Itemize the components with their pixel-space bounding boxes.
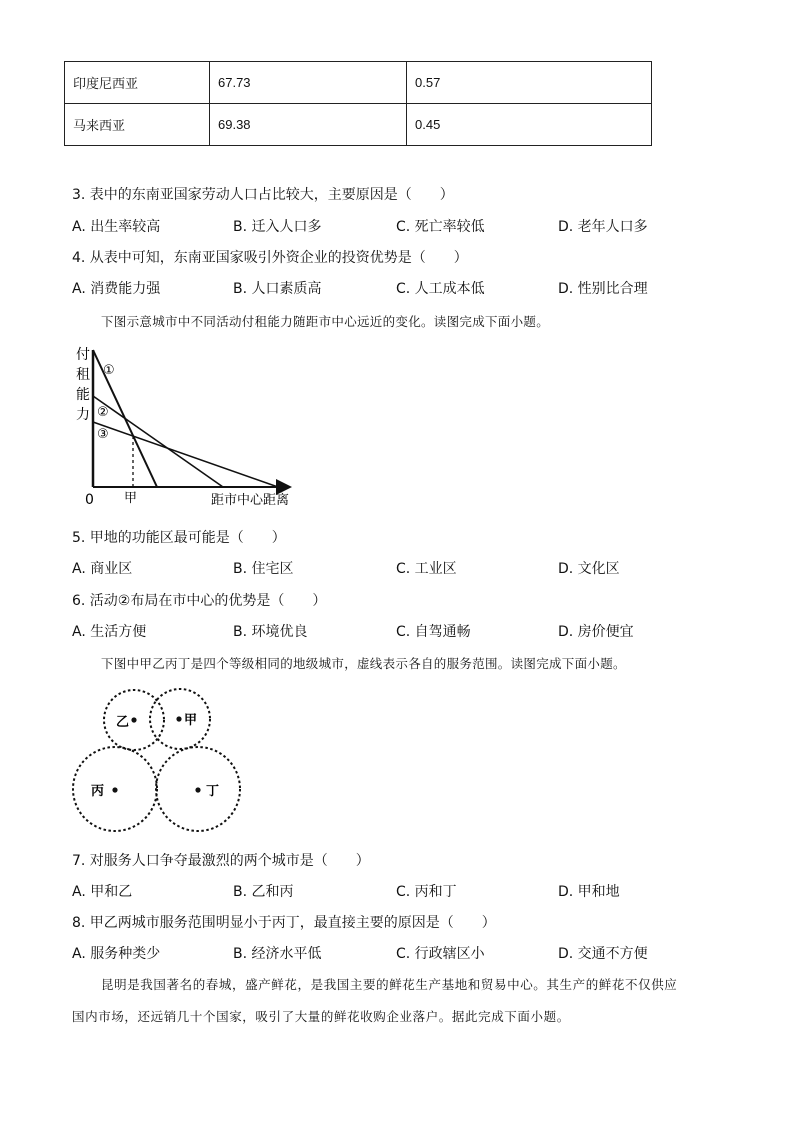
q7-option-b[interactable]: B. 乙和丙 — [233, 884, 294, 900]
line-label-2: ② — [97, 405, 109, 420]
table-cell-value2: 0.57 — [407, 62, 652, 104]
q7-option-a[interactable]: A. 甲和乙 — [72, 884, 133, 900]
question-7-stem: 7. 对服务人口争夺最激烈的两个城市是（ ） — [72, 853, 370, 869]
kunming-paragraph-line1: 昆明是我国著名的春城，盛产鲜花，是我国主要的鲜花生产基地和贸易中心。其生产的鲜花不仅供应 — [101, 977, 678, 992]
city-label-bing: 丙 — [91, 784, 105, 799]
question-8-stem: 8. 甲乙两城市服务范围明显小于丙丁，最直接主要的原因是（ ） — [72, 915, 496, 931]
figure1-intro: 下图示意城市中不同活动付租能力随距市中心远近的变化。读图完成下面小题。 — [101, 314, 550, 329]
x-axis-label: 距市中心距离 — [211, 493, 290, 508]
question-6-stem: 6. 活动②布局在市中心的优势是（ ） — [72, 593, 327, 609]
data-table — [64, 61, 652, 146]
q8-option-a[interactable]: A. 服务种类少 — [72, 946, 161, 962]
q5-option-b[interactable]: B. 住宅区 — [233, 561, 294, 577]
q8-option-b[interactable]: B. 经济水平低 — [233, 946, 322, 962]
q5-option-c[interactable]: C. 工业区 — [396, 561, 457, 577]
city-point-jia — [176, 716, 181, 721]
city-label-yi: 乙 — [116, 715, 130, 730]
y-axis-label-char: 付 — [76, 347, 90, 363]
q5-option-d[interactable]: D. 文化区 — [558, 561, 620, 577]
line-activity-3 — [93, 422, 278, 487]
q6-option-b[interactable]: B. 环境优良 — [233, 624, 308, 640]
q4-option-d[interactable]: D. 性别比合理 — [558, 281, 648, 297]
q3-option-b[interactable]: B. 迁入人口多 — [233, 219, 322, 235]
y-axis-label-char: 能 — [76, 387, 90, 403]
jia-label: 甲 — [124, 491, 138, 506]
q7-option-c[interactable]: C. 丙和丁 — [396, 884, 457, 900]
rent-ability-diagram — [70, 338, 310, 510]
city-point-yi — [131, 717, 136, 722]
y-axis-label-char: 租 — [76, 367, 90, 383]
q8-option-d[interactable]: D. 交通不方便 — [558, 946, 648, 962]
q6-option-a[interactable]: A. 生活方便 — [72, 624, 147, 640]
q4-option-b[interactable]: B. 人口素质高 — [233, 281, 322, 297]
kunming-paragraph-line2: 国内市场，还远销几十个国家，吸引了大量的鲜花收购企业落户。据此完成下面小题。 — [72, 1009, 570, 1024]
city-label-jia: 甲 — [184, 713, 198, 728]
q8-option-c[interactable]: C. 行政辖区小 — [396, 946, 485, 962]
q3-option-c[interactable]: C. 死亡率较低 — [396, 219, 485, 235]
table-cell-country: 印度尼西亚 — [65, 62, 210, 104]
table-row — [65, 62, 652, 104]
q6-option-d[interactable]: D. 房价便宜 — [558, 624, 634, 640]
table-cell-country: 马来西亚 — [65, 104, 210, 146]
line-label-1: ① — [103, 363, 115, 378]
q5-option-a[interactable]: A. 商业区 — [72, 561, 133, 577]
city-point-ding — [195, 787, 200, 792]
table-cell-value1: 67.73 — [210, 62, 407, 104]
q3-option-a[interactable]: A. 出生率较高 — [72, 219, 161, 235]
table-cell-value1: 69.38 — [210, 104, 407, 146]
line-label-3: ③ — [97, 427, 109, 442]
q7-option-d[interactable]: D. 甲和地 — [558, 884, 620, 900]
question-4-stem: 4. 从表中可知，东南亚国家吸引外资企业的投资优势是（ ） — [72, 250, 468, 266]
question-5-stem: 5. 甲地的功能区最可能是（ ） — [72, 530, 286, 546]
y-axis-label-char: 力 — [76, 407, 90, 423]
q4-option-c[interactable]: C. 人工成本低 — [396, 281, 485, 297]
q6-option-c[interactable]: C. 自驾通畅 — [396, 624, 471, 640]
table-row — [65, 104, 652, 146]
service-range-diagram — [66, 684, 250, 836]
figure2-intro: 下图中甲乙丙丁是四个等级相同的地级城市，虚线表示各自的服务范围。读图完成下面小题。 — [101, 656, 626, 671]
origin-label: 0 — [85, 492, 94, 508]
question-3-stem: 3. 表中的东南亚国家劳动人口占比较大，主要原因是（ ） — [72, 187, 454, 203]
q4-option-a[interactable]: A. 消费能力强 — [72, 281, 161, 297]
city-point-bing — [112, 787, 117, 792]
city-label-ding: 丁 — [206, 784, 220, 799]
table-cell-value2: 0.45 — [407, 104, 652, 146]
q3-option-d[interactable]: D. 老年人口多 — [558, 219, 648, 235]
line-activity-2 — [93, 396, 223, 487]
